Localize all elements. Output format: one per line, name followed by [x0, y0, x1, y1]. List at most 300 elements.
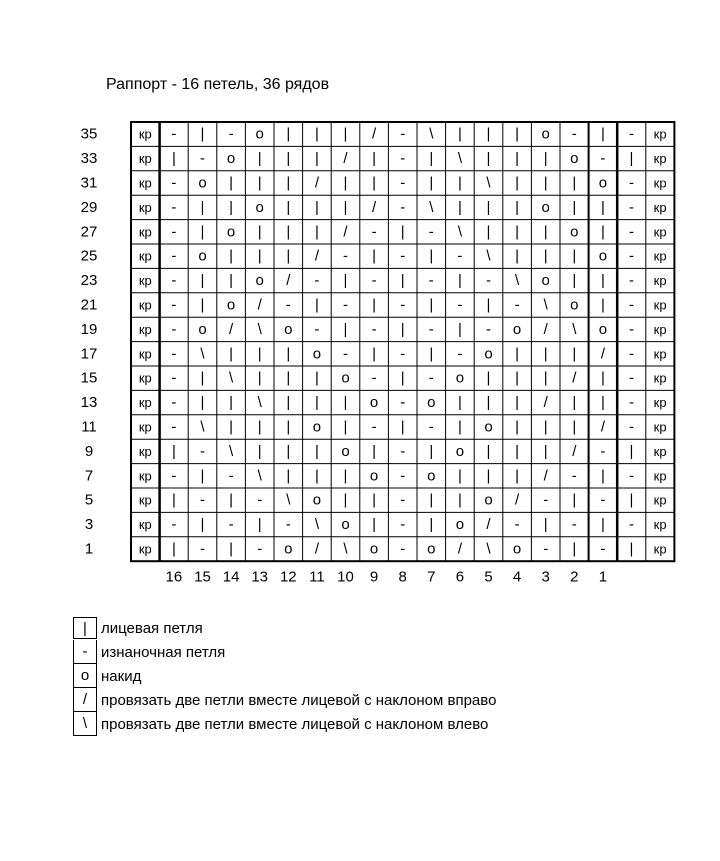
stitch-symbol: |: [400, 418, 405, 436]
edge-stitch-left: кр: [138, 443, 152, 459]
stitch-symbol: -: [428, 223, 434, 241]
edge-stitch-right: кр: [653, 151, 667, 167]
stitch-symbol: -: [629, 223, 634, 241]
stitch-symbol: |: [572, 272, 577, 290]
stitch-symbol: -: [285, 516, 291, 534]
stitch-symbol: /: [257, 296, 262, 314]
stitch-symbol: |: [572, 394, 577, 412]
stitch-symbol: \: [457, 223, 462, 241]
stitch-symbol: \: [286, 491, 291, 509]
stitch-symbol: \: [543, 296, 548, 314]
legend-label-k2tog-left: провязать две петли вместе лицевой с наклоном влево: [101, 715, 489, 733]
stitch-symbol: -: [171, 516, 177, 534]
stitch-symbol: |: [286, 150, 291, 168]
stitch-symbol: |: [457, 125, 462, 143]
edge-stitch-left: кр: [138, 541, 152, 557]
legend-label-yarn-over: накид: [101, 667, 142, 685]
stitch-symbol: |: [543, 442, 548, 460]
stitch-symbol: |: [600, 296, 605, 314]
stitch-symbol: |: [343, 491, 348, 509]
stitch-symbol: |: [372, 247, 377, 265]
stitch-symbol: -: [400, 198, 406, 216]
legend: [73, 616, 496, 736]
stitch-symbol: o: [341, 516, 350, 534]
stitch-symbol: |: [171, 442, 176, 460]
row-number: 9: [84, 442, 94, 460]
stitch-symbol: |: [286, 198, 291, 216]
stitch-symbol: o: [484, 491, 493, 509]
stitch-symbol: |: [486, 223, 491, 241]
stitch-symbol: |: [543, 150, 548, 168]
stitch-symbol: |: [229, 394, 234, 412]
stitch-symbol: -: [343, 345, 348, 363]
stitch-symbol: -: [571, 467, 577, 485]
stitch-symbol: |: [515, 418, 520, 436]
stitch-symbol: \: [200, 418, 205, 436]
stitch-symbol: -: [400, 394, 406, 412]
row-number: 25: [80, 247, 98, 265]
stitch-symbol: |: [229, 491, 234, 509]
edge-stitch-left: кр: [138, 346, 152, 362]
stitch-symbol: /: [314, 540, 319, 558]
stitch-symbol: -: [200, 442, 205, 460]
stitch-symbol: |: [372, 516, 377, 534]
stitch-symbol: |: [429, 150, 434, 168]
stitch-symbol: o: [226, 296, 236, 314]
column-number: 1: [598, 568, 608, 586]
stitch-symbol: -: [371, 272, 377, 290]
legend-item-knit: [73, 616, 496, 640]
stitch-symbol: \: [515, 272, 520, 290]
stitch-symbol: |: [600, 467, 605, 485]
legend-item-purl: [73, 640, 496, 664]
stitch-symbol: |: [286, 125, 291, 143]
stitch-symbol: |: [200, 223, 205, 241]
row-number: 5: [84, 491, 94, 509]
stitch-symbol: o: [570, 150, 579, 168]
stitch-symbol: -: [629, 320, 634, 338]
stitch-symbol: |: [629, 491, 634, 509]
column-number: 12: [279, 568, 297, 586]
stitch-symbol: |: [600, 198, 605, 216]
stitch-symbol: /: [572, 442, 577, 460]
stitch-symbol: -: [457, 247, 463, 265]
stitch-symbol: -: [428, 418, 434, 436]
column-number: 3: [541, 568, 550, 586]
edge-stitch-left: кр: [138, 224, 152, 240]
stitch-symbol: o: [427, 540, 436, 558]
stitch-symbol: |: [314, 369, 319, 387]
stitch-symbol: |: [515, 198, 520, 216]
stitch-symbol: /: [229, 320, 234, 338]
stitch-symbol: o: [284, 540, 293, 558]
k2tog-left-symbol: \: [73, 712, 97, 736]
stitch-symbol: o: [512, 540, 522, 558]
row-number: 31: [80, 174, 98, 192]
stitch-symbol: -: [486, 320, 491, 338]
stitch-symbol: o: [455, 369, 465, 387]
stitch-symbol: o: [198, 320, 207, 338]
edge-stitch-left: кр: [138, 199, 152, 215]
stitch-symbol: |: [314, 296, 319, 314]
stitch-symbol: |: [429, 516, 434, 534]
stitch-symbol: /: [543, 320, 548, 338]
stitch-symbol: |: [600, 394, 605, 412]
stitch-symbol: |: [372, 150, 377, 168]
stitch-symbol: /: [572, 369, 577, 387]
stitch-symbol: o: [541, 272, 550, 290]
stitch-symbol: /: [486, 516, 491, 534]
edge-stitch-right: кр: [653, 199, 667, 215]
stitch-symbol: |: [572, 174, 577, 192]
stitch-symbol: |: [314, 125, 319, 143]
stitch-symbol: |: [257, 369, 262, 387]
stitch-symbol: o: [226, 223, 236, 241]
stitch-symbol: -: [257, 540, 263, 558]
stitch-symbol: |: [515, 394, 520, 412]
stitch-symbol: o: [598, 247, 608, 265]
stitch-symbol: |: [457, 418, 462, 436]
k2tog-right-symbol: /: [73, 688, 97, 712]
stitch-symbol: |: [372, 491, 377, 509]
column-number: 16: [165, 568, 183, 586]
legend-item-k2tog-right: [73, 688, 496, 712]
stitch-symbol: -: [629, 125, 634, 143]
stitch-symbol: -: [400, 540, 406, 558]
knit-symbol: |: [73, 617, 97, 639]
stitch-symbol: |: [257, 247, 262, 265]
stitch-symbol: /: [314, 247, 319, 265]
diagram-title: Раппорт - 16 петель, 36 рядов: [106, 76, 330, 93]
stitch-symbol: |: [171, 150, 176, 168]
stitch-symbol: |: [600, 516, 605, 534]
stitch-symbol: o: [570, 223, 579, 241]
stitch-symbol: |: [200, 467, 205, 485]
stitch-symbol: /: [600, 418, 605, 436]
stitch-symbol: |: [286, 394, 291, 412]
stitch-symbol: -: [314, 272, 320, 290]
stitch-symbol: |: [200, 394, 205, 412]
stitch-symbol: -: [228, 125, 234, 143]
stitch-symbol: |: [229, 247, 234, 265]
column-number: 15: [194, 568, 211, 586]
edge-stitch-left: кр: [138, 468, 152, 484]
stitch-symbol: -: [371, 223, 377, 241]
stitch-symbol: |: [257, 345, 262, 363]
legend-label-knit: лицевая петля: [101, 619, 203, 637]
stitch-symbol: |: [629, 442, 634, 460]
column-number: 9: [369, 568, 379, 586]
stitch-symbol: |: [229, 174, 234, 192]
legend-item-k2tog-left: [73, 712, 496, 736]
stitch-symbol: |: [515, 467, 520, 485]
stitch-symbol: -: [400, 174, 406, 192]
stitch-symbol: -: [629, 272, 634, 290]
stitch-symbol: \: [257, 320, 262, 338]
stitch-symbol: o: [255, 198, 264, 216]
stitch-symbol: -: [457, 345, 463, 363]
stitch-symbol: /: [372, 125, 377, 143]
stitch-symbol: o: [255, 272, 264, 290]
stitch-symbol: \: [257, 394, 262, 412]
stitch-symbol: -: [543, 540, 549, 558]
stitch-symbol: |: [286, 345, 291, 363]
edge-stitch-left: кр: [138, 419, 152, 435]
stitch-symbol: \: [457, 150, 462, 168]
stitch-symbol: -: [343, 247, 348, 265]
stitch-symbol: -: [629, 198, 634, 216]
column-number: 8: [398, 568, 407, 586]
stitch-symbol: o: [341, 369, 350, 387]
stitch-symbol: -: [629, 296, 634, 314]
stitch-symbol: o: [541, 125, 550, 143]
edge-stitch-left: кр: [138, 321, 152, 337]
stitch-symbol: |: [343, 418, 348, 436]
edge-stitch-left: кр: [138, 492, 152, 508]
stitch-symbol: o: [455, 442, 465, 460]
stitch-symbol: |: [372, 174, 377, 192]
column-number: 2: [570, 568, 579, 586]
stitch-symbol: |: [429, 345, 434, 363]
stitch-symbol: /: [543, 394, 548, 412]
stitch-symbol: |: [314, 150, 319, 168]
stitch-symbol: |: [257, 442, 262, 460]
edge-stitch-right: кр: [653, 468, 667, 484]
legend-label-purl: изнаночная петля: [101, 643, 226, 661]
stitch-symbol: |: [572, 540, 577, 558]
stitch-symbol: \: [486, 247, 491, 265]
stitch-symbol: -: [171, 345, 177, 363]
stitch-symbol: |: [486, 198, 491, 216]
stitch-symbol: |: [600, 223, 605, 241]
column-number: 13: [251, 568, 269, 586]
yarn-over-symbol: o: [73, 664, 97, 688]
stitch-symbol: -: [400, 442, 406, 460]
stitch-symbol: -: [228, 467, 234, 485]
stitch-symbol: -: [400, 345, 406, 363]
edge-stitch-left: кр: [138, 395, 152, 411]
stitch-symbol: |: [229, 198, 234, 216]
stitch-symbol: |: [200, 198, 205, 216]
stitch-symbol: /: [314, 174, 319, 192]
row-number: 29: [80, 198, 98, 216]
stitch-symbol: -: [171, 272, 177, 290]
stitch-symbol: o: [255, 125, 264, 143]
stitch-symbol: -: [514, 516, 520, 534]
edge-stitch-right: кр: [653, 126, 667, 142]
stitch-symbol: |: [400, 369, 405, 387]
stitch-symbol: |: [343, 272, 348, 290]
stitch-symbol: |: [457, 174, 462, 192]
stitch-symbol: |: [543, 418, 548, 436]
edge-stitch-right: кр: [653, 443, 667, 459]
stitch-symbol: -: [629, 394, 634, 412]
edge-stitch-right: кр: [653, 541, 667, 557]
stitch-symbol: |: [515, 150, 520, 168]
stitch-symbol: |: [429, 174, 434, 192]
stitch-symbol: |: [515, 125, 520, 143]
stitch-symbol: o: [570, 296, 579, 314]
legend-label-k2tog-right: провязать две петли вместе лицевой с наклоном вправо: [101, 691, 497, 709]
stitch-symbol: |: [171, 540, 176, 558]
stitch-symbol: |: [457, 272, 462, 290]
edge-stitch-right: кр: [653, 273, 667, 289]
stitch-symbol: |: [572, 418, 577, 436]
row-number: 15: [80, 369, 98, 387]
stitch-symbol: |: [515, 247, 520, 265]
edge-stitch-right: кр: [653, 517, 667, 533]
stitch-symbol: |: [229, 540, 234, 558]
stitch-symbol: -: [400, 516, 406, 534]
edge-stitch-left: кр: [138, 248, 152, 264]
stitch-symbol: o: [369, 540, 379, 558]
stitch-symbol: \: [343, 540, 348, 558]
stitch-symbol: o: [512, 320, 522, 338]
row-number: 35: [80, 125, 98, 143]
stitch-symbol: -: [228, 516, 234, 534]
stitch-symbol: -: [400, 150, 406, 168]
edge-stitch-left: кр: [138, 126, 152, 142]
stitch-symbol: |: [543, 345, 548, 363]
stitch-symbol: |: [229, 418, 234, 436]
row-number: 7: [84, 467, 94, 485]
stitch-symbol: |: [543, 516, 548, 534]
column-number: 7: [427, 568, 436, 586]
stitch-symbol: |: [171, 491, 176, 509]
stitch-symbol: -: [600, 491, 606, 509]
stitch-symbol: |: [429, 491, 434, 509]
stitch-symbol: |: [200, 516, 205, 534]
stitch-symbol: -: [457, 296, 463, 314]
stitch-symbol: -: [400, 125, 406, 143]
column-number: 6: [455, 568, 465, 586]
stitch-symbol: |: [343, 198, 348, 216]
stitch-symbol: \: [486, 540, 491, 558]
edge-stitch-right: кр: [653, 492, 667, 508]
stitch-symbol: o: [312, 418, 322, 436]
edge-stitch-right: кр: [653, 346, 667, 362]
stitch-symbol: |: [457, 394, 462, 412]
stitch-symbol: -: [171, 296, 177, 314]
stitch-symbol: \: [429, 198, 434, 216]
stitch-symbol: -: [171, 125, 177, 143]
edge-stitch-right: кр: [653, 321, 667, 337]
stitch-symbol: |: [343, 174, 348, 192]
stitch-symbol: -: [629, 418, 634, 436]
stitch-symbol: |: [515, 174, 520, 192]
stitch-symbol: |: [600, 272, 605, 290]
stitch-symbol: -: [171, 394, 177, 412]
row-number: 21: [80, 296, 98, 314]
stitch-symbol: -: [600, 540, 606, 558]
stitch-symbol: |: [286, 174, 291, 192]
stitch-symbol: |: [629, 150, 634, 168]
stitch-symbol: |: [229, 272, 234, 290]
edge-stitch-right: кр: [653, 395, 667, 411]
stitch-symbol: |: [429, 296, 434, 314]
edge-stitch-right: кр: [653, 297, 667, 313]
stitch-symbol: o: [284, 320, 293, 338]
stitch-symbol: /: [457, 540, 462, 558]
stitch-symbol: -: [543, 491, 549, 509]
stitch-symbol: |: [486, 394, 491, 412]
stitch-symbol: o: [598, 320, 608, 338]
stitch-symbol: -: [428, 320, 434, 338]
column-number: 10: [337, 568, 354, 586]
stitch-symbol: -: [600, 442, 606, 460]
stitch-symbol: |: [543, 369, 548, 387]
stitch-symbol: -: [285, 296, 291, 314]
edge-stitch-right: кр: [653, 419, 667, 435]
stitch-symbol: |: [400, 320, 405, 338]
row-number: 17: [80, 345, 98, 363]
stitch-symbol: -: [400, 296, 406, 314]
stitch-symbol: \: [229, 442, 234, 460]
stitch-symbol: |: [600, 369, 605, 387]
stitch-symbol: o: [427, 467, 436, 485]
stitch-symbol: |: [200, 125, 205, 143]
stitch-symbol: o: [455, 516, 465, 534]
edge-stitch-right: кр: [653, 175, 667, 191]
stitch-symbol: |: [486, 150, 491, 168]
stitch-symbol: o: [484, 345, 493, 363]
stitch-symbol: |: [429, 442, 434, 460]
stitch-symbol: |: [314, 223, 319, 241]
stitch-symbol: |: [257, 150, 262, 168]
stitch-symbol: |: [486, 296, 491, 314]
stitch-symbol: -: [571, 125, 577, 143]
stitch-symbol: -: [171, 174, 177, 192]
edge-stitch-left: кр: [138, 517, 152, 533]
stitch-symbol: -: [629, 516, 634, 534]
stitch-symbol: |: [600, 125, 605, 143]
purl-symbol: -: [73, 640, 97, 664]
stitch-symbol: |: [572, 491, 577, 509]
edge-stitch-left: кр: [138, 175, 152, 191]
stitch-symbol: -: [371, 320, 377, 338]
stitch-symbol: |: [457, 491, 462, 509]
edge-stitch-right: кр: [653, 248, 667, 264]
stitch-symbol: |: [257, 516, 262, 534]
stitch-symbol: -: [171, 467, 177, 485]
stitch-symbol: |: [486, 442, 491, 460]
edge-stitch-left: кр: [138, 273, 152, 289]
stitch-symbol: |: [457, 198, 462, 216]
stitch-symbol: /: [543, 467, 548, 485]
stitch-symbol: -: [400, 491, 406, 509]
stitch-symbol: |: [457, 467, 462, 485]
stitch-symbol: -: [428, 272, 434, 290]
stitch-symbol: |: [572, 247, 577, 265]
stitch-symbol: o: [198, 247, 207, 265]
stitch-symbol: -: [200, 540, 205, 558]
edge-stitch-right: кр: [653, 370, 667, 386]
stitch-symbol: |: [515, 369, 520, 387]
stitch-symbol: |: [314, 198, 319, 216]
stitch-symbol: |: [257, 223, 262, 241]
stitch-symbol: -: [514, 296, 520, 314]
stitch-symbol: |: [343, 467, 348, 485]
stitch-symbol: o: [369, 467, 379, 485]
stitch-symbol: -: [171, 247, 177, 265]
stitch-symbol: \: [429, 125, 434, 143]
stitch-symbol: o: [341, 442, 350, 460]
stitch-symbol: |: [343, 320, 348, 338]
stitch-symbol: o: [312, 345, 322, 363]
stitch-symbol: |: [200, 369, 205, 387]
stitch-symbol: |: [314, 442, 319, 460]
stitch-symbol: |: [257, 418, 262, 436]
